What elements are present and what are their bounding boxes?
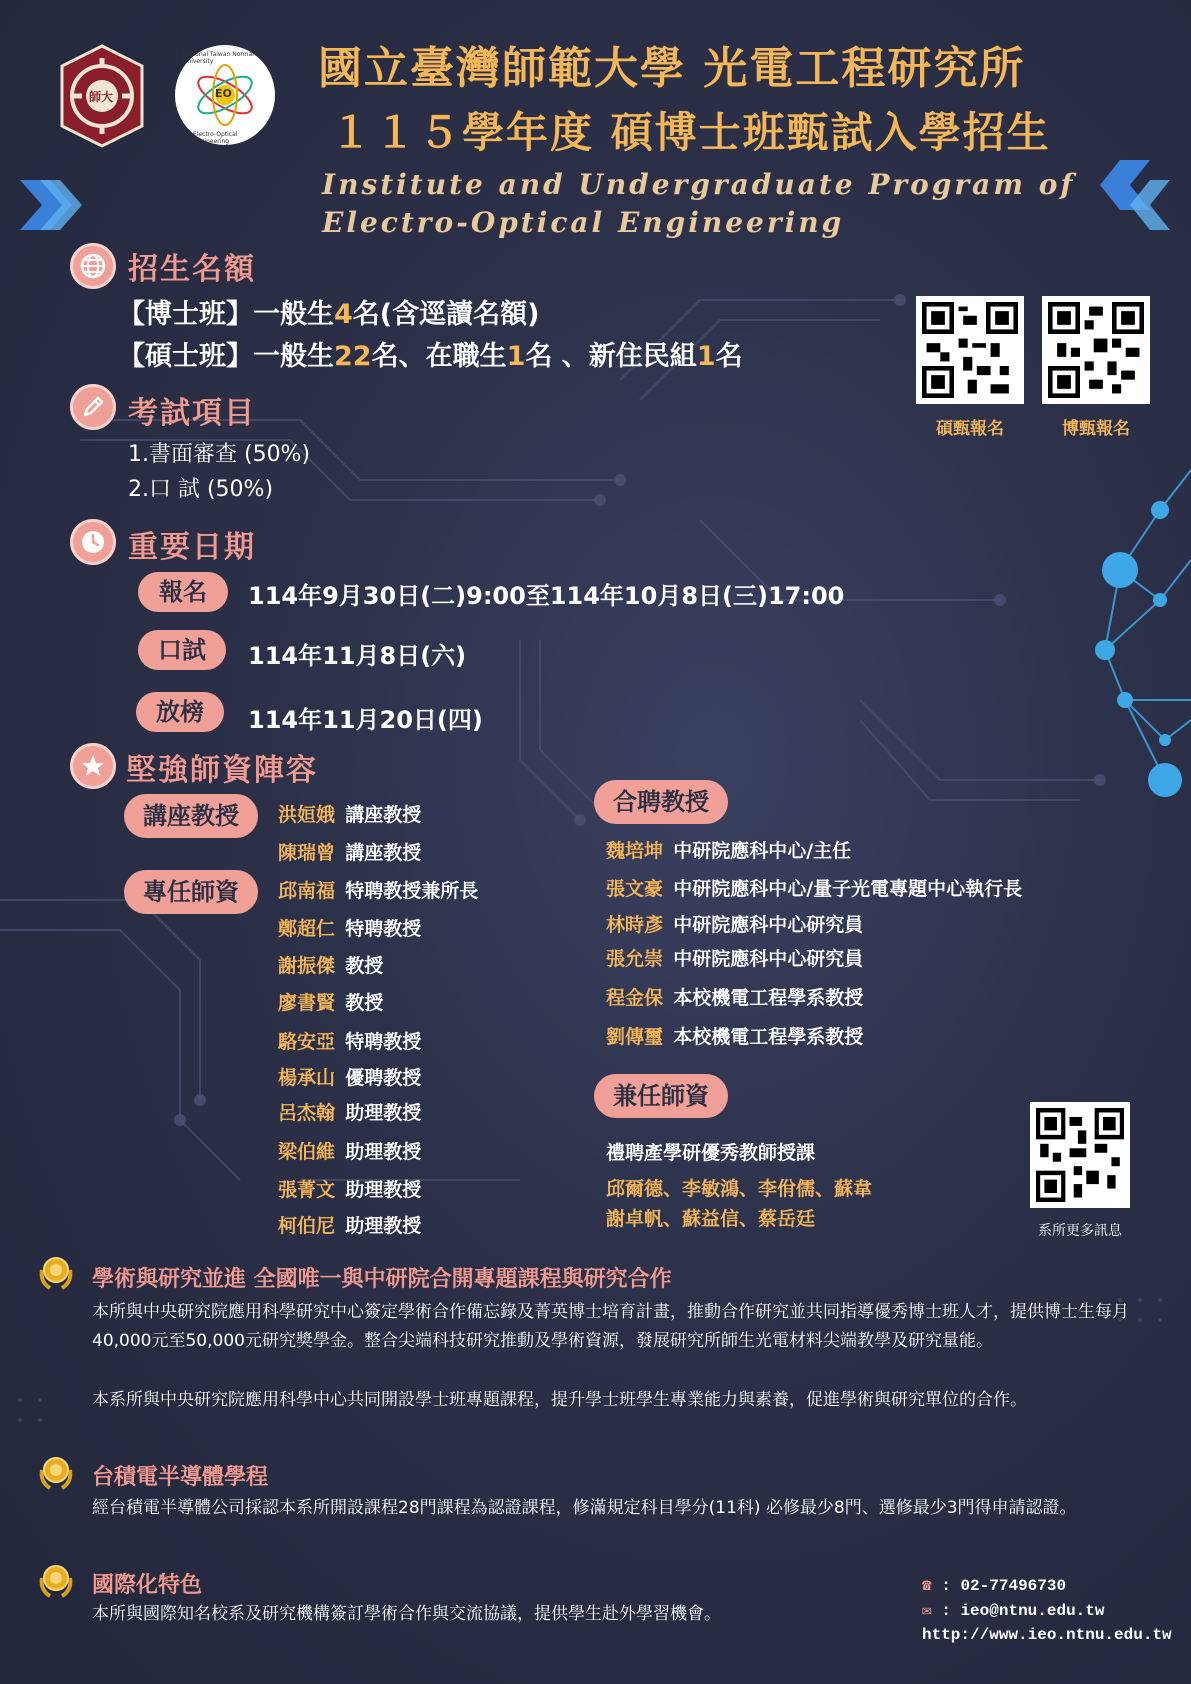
faculty-row: 張菁文 助理教授: [278, 1179, 422, 1201]
quota-ms-line: 【碩士班】一般生22名、在職生1名 、新住民組1名: [118, 341, 743, 372]
joint-row: 劉傳璽 本校機電工程學系教授: [606, 1026, 864, 1048]
medal-icon: [36, 1560, 76, 1600]
quota-title: 招生名額: [128, 252, 256, 287]
adjunct-faculty-label: 兼任師資: [594, 1074, 728, 1118]
more-info-qr[interactable]: [1030, 1102, 1130, 1208]
more-info-label: 系所更多訊息: [1038, 1223, 1122, 1239]
exam-item-1: 1.書面審查 (50%): [128, 442, 311, 467]
adjunct-intro: 禮聘產學研優秀教師授課: [606, 1142, 816, 1164]
date-value-results: 114年11月20日(四): [248, 706, 483, 734]
medal-icon: [36, 1452, 76, 1492]
faculty-row: 邱南福 特聘教授兼所長: [278, 880, 479, 902]
tsmc-program-title: 台積電半導體學程: [92, 1465, 269, 1490]
quota-phd-line: 【博士班】一般生4名(含逕讀名額): [118, 299, 540, 330]
adjunct-names-1: 邱爾德、李敏鴻、李佾儒、蘇韋: [606, 1178, 873, 1200]
contact-email[interactable]: ✉ : ieo@ntnu.edu.tw: [922, 1602, 1105, 1620]
joint-row: 林時彥 中研院應科中心研究員: [606, 914, 864, 936]
international-para: 本所與國際知名校系及研究機構簽訂學術合作與交流協議，提供學生赴外學習機會。: [92, 1604, 721, 1624]
globe-icon: [70, 243, 116, 289]
date-value-interview: 114年11月8日(六): [248, 642, 467, 670]
academic-research-para-1: 本所與中央研究院應用科學研究中心簽定學術合作備忘錄及菁英博士培育計畫，推動合作研究並共同指導優秀博士班人才，提供博士生每月40,000元至50,000元研究獎學金。整合尖端科技研究推動及學術資源，發展研究所師生光電材料尖端教學及研究量能。: [92, 1302, 1129, 1351]
ms-qr-label: 碩甄報名: [936, 419, 1004, 439]
english-title-line2: Electro-Optical Engineering: [322, 206, 845, 239]
english-title-line1: Institute and Undergraduate Program of: [322, 168, 1076, 201]
phd-registration-qr[interactable]: [1042, 296, 1150, 404]
faculty-row: 洪姮娥 講座教授: [278, 804, 422, 826]
faculty-row: 鄭超仁 特聘教授: [278, 918, 422, 940]
faculty-row: 陳瑞曾 講座教授: [278, 842, 422, 864]
faculty-row: 謝振傑 教授: [278, 955, 384, 977]
logo-ring-text: National Taiwan Normal University: [183, 51, 254, 65]
joint-professor-label: 合聘教授: [594, 780, 728, 824]
date-label-interview: 口試: [138, 630, 226, 670]
ntnu-seal-logo: [57, 44, 147, 148]
faculty-row: 楊承山 優聘教授: [278, 1067, 422, 1089]
exam-title: 考試項目: [128, 396, 256, 431]
seal-text: 師大: [89, 90, 114, 104]
faculty-title: 堅強師資陣容: [126, 753, 318, 788]
academic-research-para-2: 本系所與中央研究院應用科學中心共同開設學士班專題課程，提升學士班學生專業能力與素養，促進學術與研究單位的合作。: [92, 1390, 1027, 1410]
exam-item-2: 2.口 試 (50%): [128, 477, 274, 502]
date-value-registration: 114年9月30日(二)9:00至114年10月8日(三)17:00: [248, 582, 845, 610]
page-title-line1: 國立臺灣師範大學 光電工程研究所: [318, 43, 1026, 94]
ms-registration-qr[interactable]: [916, 296, 1024, 404]
faculty-row: 梁伯維 助理教授: [278, 1141, 422, 1163]
adjunct-names-2: 謝卓帆、蘇益信、蔡岳廷: [606, 1208, 816, 1230]
faculty-row: 呂杰翰 助理教授: [278, 1102, 422, 1124]
page-title-line2: １１５學年度 碩博士班甄試入學招生: [330, 108, 1051, 157]
full-time-faculty-label: 專任師資: [124, 870, 258, 914]
faculty-row: 柯伯尼 助理教授: [278, 1215, 422, 1237]
faculty-row: 駱安亞 特聘教授: [278, 1031, 422, 1053]
mail-icon: ✉: [922, 1602, 932, 1620]
logo-center-text: EO: [215, 87, 232, 100]
star-icon: [70, 743, 116, 789]
logo-ring-text-bottom: Electro-Optical Engineering: [193, 131, 238, 145]
date-label-results: 放榜: [136, 692, 224, 732]
department-logo: [175, 45, 275, 145]
academic-research-title: 學術與研究並進 全國唯一與中研院合開專題課程與研究合作: [92, 1267, 672, 1292]
tsmc-program-para: 經台積電半導體公司採認本系所開設課程28門課程為認證課程，修滿規定科目學分(11科) 必修最少8門、選修最少3門得申請認證。: [92, 1498, 1077, 1518]
date-label-registration: 報名: [138, 572, 228, 612]
joint-row: 張允崇 中研院應科中心研究員: [606, 948, 864, 970]
contact-website[interactable]: http://www.ieo.ntnu.edu.tw: [922, 1626, 1172, 1644]
pencil-icon: [70, 384, 116, 430]
joint-row: 魏培坤 中研院應科中心/主任: [606, 840, 852, 862]
faculty-row: 廖書賢 教授: [278, 992, 384, 1014]
international-title: 國際化特色: [92, 1573, 203, 1598]
dates-title: 重要日期: [128, 530, 256, 565]
phone-icon: ☎: [922, 1577, 932, 1595]
clock-icon: [70, 519, 116, 565]
joint-row: 張文豪 中研院應科中心/量子光電專題中心執行長: [606, 878, 1023, 900]
chair-professor-label: 講座教授: [124, 794, 258, 838]
contact-phone: ☎ : 02-77496730: [922, 1577, 1067, 1595]
joint-row: 程金保 本校機電工程學系教授: [606, 987, 864, 1009]
medal-icon: [36, 1252, 76, 1292]
phd-qr-label: 博甄報名: [1062, 419, 1130, 439]
